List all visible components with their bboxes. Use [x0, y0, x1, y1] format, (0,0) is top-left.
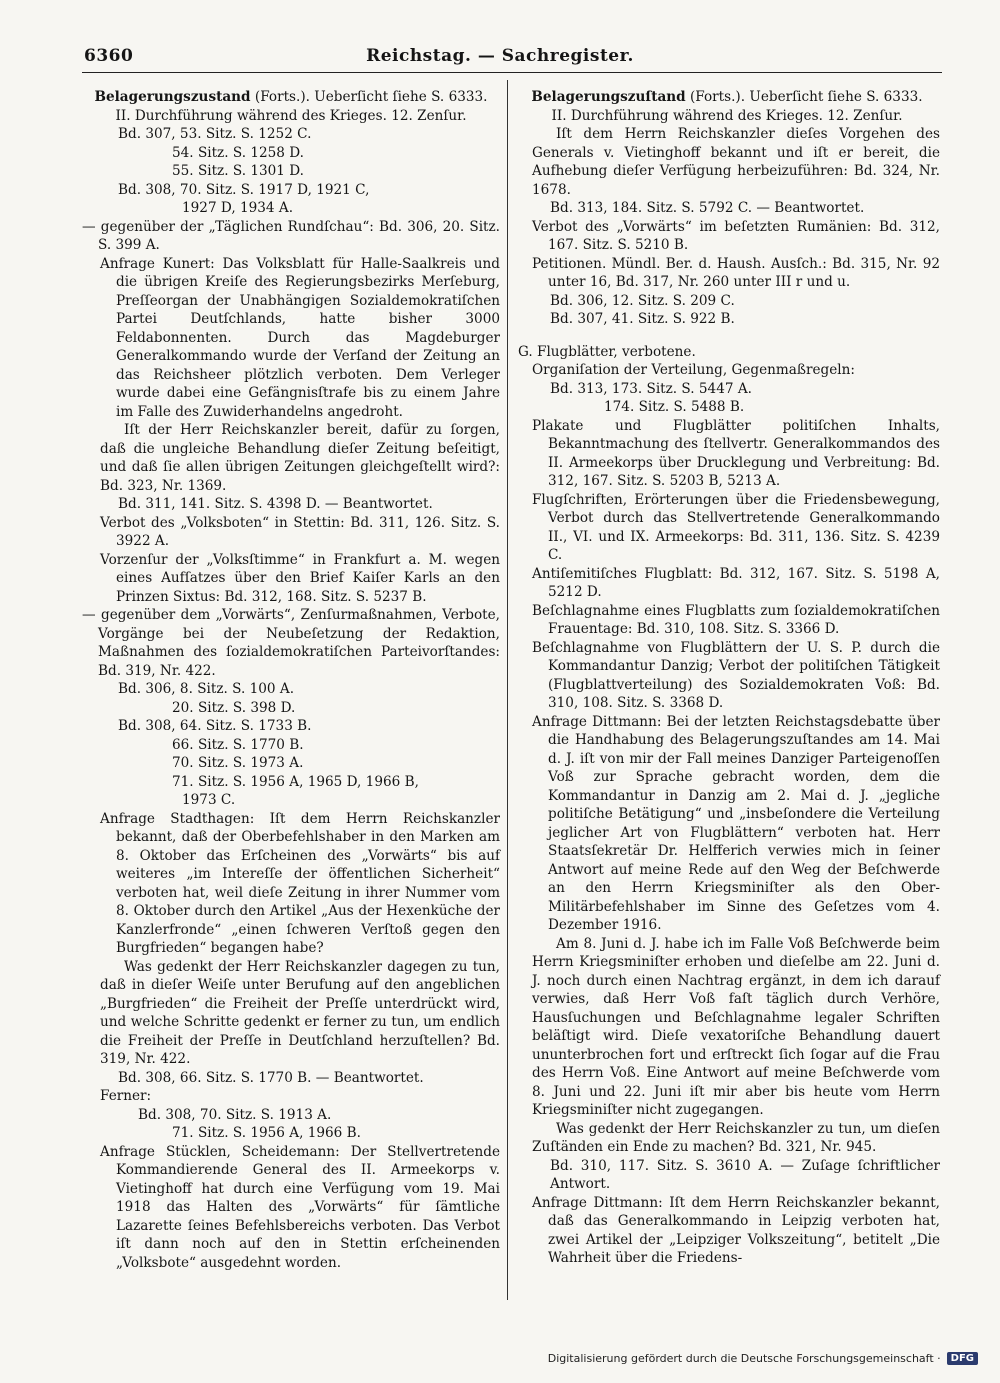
register-entry: Bd. 308, 70. Sitz. S. 1917 D, 1921 C,: [118, 181, 370, 198]
left-heading-rest: (Forts.). Ueberſicht ſiehe S. 6333.: [250, 89, 488, 105]
register-entry: Bd. 307, 41. Sitz. S. 922 B.: [550, 311, 735, 327]
dfg-logo: DFG: [947, 1352, 978, 1365]
page-number: 6360: [84, 46, 134, 66]
right-heading: [514, 88, 940, 107]
register-entry: 66. Sitz. S. 1770 B.: [172, 736, 304, 753]
register-entry: Was gedenkt der Herr Reichskanzler dagegen zu tun, daß in dieſer Weiſe unter Berufung auf den angeblichen „Burgfrieden“ die Freiheit der Preſſe unterdrückt wird, und welche Schritte gedenkt er ferner zu tun, um endlich die Freiheit der Preſſe in Deutſchland herzuſtellen? Bd. 319, Nr. 422.: [100, 958, 500, 1067]
register-entry: Anfrage Stadthagen: Iſt dem Herrn Reichskanzler bekannt, daß der Oberbefehlshaber in den Marken am 8. Oktober das Erſcheinen des „Vorwärts“ bis auf weiteres „im Intereſſe der öffentlichen Sicherheit“ verboten hat, weil dieſe Zeitung in ihrer Nummer vom 8. Oktober durch den Artikel „Aus der Hexenküche der Kanzlerfronde“ „einen ſchweren Verſtoß gegen den Burgfrieden“ begangen habe?: [100, 810, 500, 956]
register-entry: Plakate und Flugblätter politiſchen Inhalts, Bekanntmachung des ſtellvertr. Generalkommandos des II. Armeekorps über Drucklegung und Verbreitung: Bd. 312, 167. Sitz. S. 5203 B, 5213 A.: [532, 417, 940, 489]
right-entries: [514, 125, 940, 1268]
register-entry: 1973 C.: [182, 792, 236, 808]
left-heading-sub: II. Durchführung während des Krieges. 12. Zenſur.: [115, 107, 467, 124]
register-entry: Was gedenkt der Herr Reichskanzler zu tun, um dieſen Zuſtänden ein Ende zu machen? Bd. 321, Nr. 945.: [532, 1120, 940, 1155]
register-entry: 70. Sitz. S. 1973 A.: [172, 755, 304, 771]
right-heading-sub: II. Durchführung während des Krieges. 12. Zenſur.: [551, 107, 903, 124]
right-column: [514, 88, 940, 1268]
register-entry: Antiſemitiſches Flugblatt: Bd. 312, 167. Sitz. S. 5198 A, 5212 D.: [532, 565, 940, 600]
register-entry: Anfrage Stücklen, Scheidemann: Der Stellvertretende Kommandierende General des II. Armeekorps v. Vietinghoff hat durch eine Verfügung vom 19. Mai 1918 das Halten des „Vorwärts“ für ſämtliche Lazarette ſeines Befehlsbereichs verboten. Das Verbot iſt dann noch auf den in Stettin erſcheinenden „Volksbote“ ausgedehnt worden.: [100, 1143, 500, 1271]
left-heading: [82, 88, 500, 107]
register-entry: Iſt der Herr Reichskanzler bereit, dafür zu ſorgen, daß die ungleiche Behandlung dieſer Zeitung beſeitigt, und daß ſie allen übrigen Zeitungen gleichgeſtellt wird?: Bd. 323, Nr. 1369.: [100, 422, 500, 494]
left-heading-term: Belagerungszustand: [94, 89, 251, 105]
register-entry: Bd. 313, 173. Sitz. S. 5447 A.: [550, 380, 752, 397]
left-column: [82, 88, 500, 1272]
register-entry: Bd. 310, 117. Sitz. S. 3610 A. — Zuſage ſchriftlicher Antwort.: [550, 1157, 940, 1192]
register-entry: Bd. 311, 141. Sitz. S. 4398 D. — Beantwortet.: [118, 496, 433, 512]
running-title: Reichstag. — Sachregister.: [366, 46, 634, 66]
footer: [548, 1352, 978, 1365]
register-entry: Petitionen. Mündl. Ber. d. Haush. Ausſch.: Bd. 315, Nr. 92 unter 16, Bd. 317, Nr. 260 unter III r und u.: [532, 255, 940, 290]
register-entry: G. Flugblätter, verbotene.: [518, 343, 696, 360]
register-entry: Bd. 308, 64. Sitz. S. 1733 B.: [118, 718, 312, 734]
register-entry: 174. Sitz. S. 5488 B.: [604, 399, 745, 415]
register-entry: Ferner:: [100, 1088, 152, 1104]
register-entry: — gegenüber dem „Vorwärts“, Zenſurmaßnahmen, Verbote, Vorgänge bei der Neubeſetzung der Redaktion, Maßnahmen des ſozialdemokratiſchen Parteivorſtandes: Bd. 319, Nr. 422.: [82, 607, 500, 679]
register-entry: Organiſation der Verteilung, Gegenmaßregeln:: [532, 362, 855, 378]
register-entry: Am 8. Juni d. J. habe ich im Falle Voß Beſchwerde beim Herrn Kriegsminiſter erhoben und dieſelbe am 22. Juni d. J. noch durch einen Nachtrag ergänzt, in dem ich darauf verwies, daß Herr Voß faſt täglich durch Verhöre, Hausſuchungen und Beſchlagnahme legaler Schriften beläſtigt wird. Dieſe vexatoriſche Behandlung dauert ununterbrochen fort und erſtreckt ſich ſogar auf die Frau des Herrn Voß. Eine Antwort auf meine Beſchwerde vom 8. Juni und 22. Juni iſt mir aber bis heute vom Herrn Kriegsminiſter nicht zugegangen.: [532, 935, 940, 1118]
left-entries: [82, 125, 500, 1272]
register-entry: 54. Sitz. S. 1258 D.: [172, 144, 304, 161]
register-entry: Verbot des „Volksboten“ in Stettin: Bd. 311, 126. Sitz. S. 3922 A.: [100, 514, 500, 549]
register-entry: Anfrage Dittmann: Iſt dem Herrn Reichskanzler bekannt, daß das Generalkommando in Leipzig verboten hat, zwei Artikel der „Leipziger Volkszeitung“, betitelt „Die Wahrheit über die Friedens-: [532, 1194, 940, 1266]
column-divider: [507, 80, 508, 1300]
register-entry: Bd. 307, 53. Sitz. S. 1252 C.: [118, 126, 312, 142]
footer-text: Digitalisierung gefördert durch die Deutsche Forschungsgemeinschaft ·: [547, 1352, 941, 1365]
register-entry: Anfrage Kunert: Das Volksblatt für Halle-Saalkreis und die übrigen Kreiſe des Regierungsbezirks Merſeburg, Preſſeorgan der Unabhängigen Sozialdemokratiſchen Partei Deutſchlands, hatte bisher 3000 Feldabonnenten. Durch das Magdeburger Generalkommando wurde der Verſand der Zeitung an das Reichsheer plötzlich verboten. Dem Verleger wurde dabei eine Gefängnisſtrafe bis zu einem Jahre im Falle des Zuwiderhandelns angedroht.: [100, 255, 500, 420]
register-entry: Bd. 308, 66. Sitz. S. 1770 B. — Beantwortet.: [118, 1069, 424, 1086]
right-heading-rest: (Forts.). Ueberſicht ſiehe S. 6333.: [685, 89, 923, 105]
register-entry: Bd. 308, 70. Sitz. S. 1913 A.: [138, 1106, 332, 1123]
right-heading-term: Belagerungszuſtand: [531, 89, 686, 105]
register-entry: Vorzenſur der „Volksſtimme“ in Frankfurt a. M. wegen eines Aufſatzes über den Brief Kaiſer Karls an den Prinzen Sixtus: Bd. 312, 168. Sitz. S. 5237 B.: [100, 551, 500, 605]
register-entry: Iſt dem Herrn Reichskanzler dieſes Vorgehen des Generals v. Vietinghoff bekannt und iſt er bereit, die Aufhebung dieſer Verfügung herbeizuführen: Bd. 324, Nr. 1678.: [532, 126, 940, 198]
register-entry: Bd. 313, 184. Sitz. S. 5792 C. — Beantwortet.: [550, 200, 865, 216]
register-entry: 55. Sitz. S. 1301 D.: [172, 163, 304, 179]
register-entry: Anfrage Dittmann: Bei der letzten Reichstagsdebatte über die Handhabung des Belagerungszuſtandes am 14. Mai d. J. iſt von mir der Fall meines Danziger Parteigenoſſen Voß zur Sprache gebracht worden, dem die Kommandantur in Danzig am 2. Mai d. J. „jegliche politiſche Betätigung“ und „insbeſondere die Verteilung jeglicher Art von Flugblättern“ verboten hat. Herr Staatsſekretär Dr. Helfferich verwies mich in ſeiner Antwort auf meine Rede auf den Weg der Beſchwerde an den Herrn Kriegsminiſter als den Ober-Militärbefehlshaber im Sinne des Geſetzes vom 4. Dezember 1916.: [532, 713, 940, 933]
register-entry: Beſchlagnahme eines Flugblatts zum ſozialdemokratiſchen Frauentage: Bd. 310, 108. Sitz. S. 3366 D.: [532, 602, 940, 637]
register-entry: 71. Sitz. S. 1956 A, 1966 B.: [172, 1125, 361, 1141]
register-entry: — gegenüber der „Täglichen Rundſchau“: Bd. 306, 20. Sitz. S. 399 A.: [82, 218, 500, 253]
register-entry: 1927 D, 1934 A.: [182, 200, 294, 216]
register-entry: 71. Sitz. S. 1956 A, 1965 D, 1966 B,: [172, 773, 419, 790]
register-entry: 20. Sitz. S. 398 D.: [172, 699, 296, 716]
register-entry: Bd. 306, 8. Sitz. S. 100 A.: [118, 681, 295, 697]
header-rule: [82, 72, 942, 73]
register-entry: Verbot des „Vorwärts“ im beſetzten Rumänien: Bd. 312, 167. Sitz. S. 5210 B.: [532, 218, 940, 253]
register-entry: Flugſchriften, Erörterungen über die Friedensbewegung, Verbot durch das Stellvertretende Generalkommando II., VI. und IX. Armeekorps: Bd. 311, 136. Sitz. S. 4239 C.: [532, 491, 940, 563]
register-entry: Beſchlagnahme von Flugblättern der U. S. P. durch die Kommandantur Danzig; Verbot der politiſchen Tätigkeit (Flugblattverteilung) des Sozialdemokraten Voß: Bd. 310, 108. Sitz. S. 3368 D.: [532, 639, 940, 711]
register-entry: Bd. 306, 12. Sitz. S. 209 C.: [550, 292, 735, 309]
